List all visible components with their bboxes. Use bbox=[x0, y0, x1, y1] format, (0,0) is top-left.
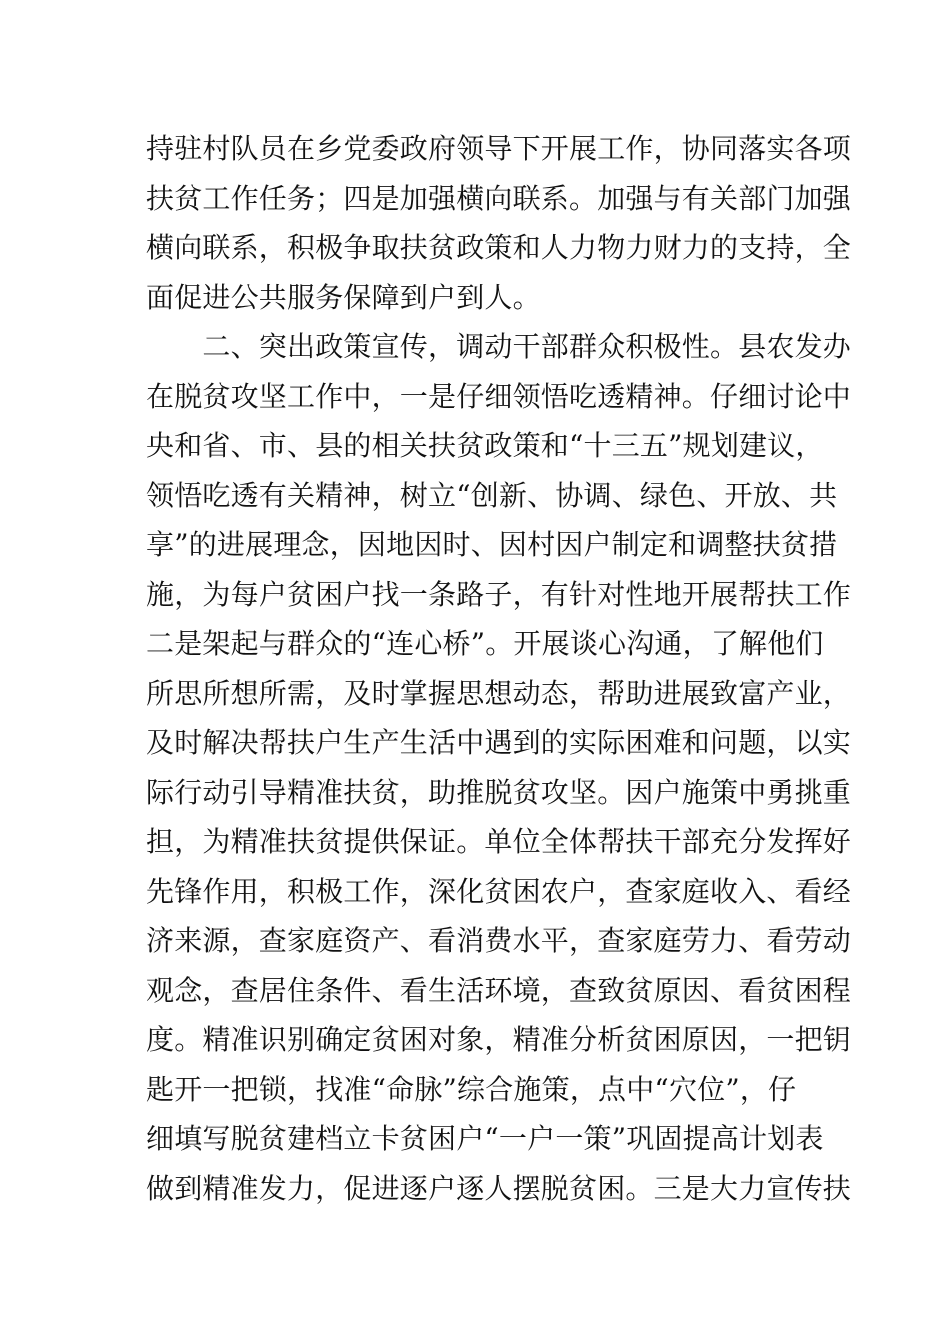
text-line: 际行动引导精准扶贫，助推脱贫攻坚。因户施策中勇挑重 bbox=[146, 775, 852, 809]
text-line: 及时解决帮扶户生产生活中遇到的实际困难和问题，以实 bbox=[146, 726, 852, 759]
text-line: 担，为精准扶贫提供保证。单位全体帮扶干部充分发挥好 bbox=[146, 825, 852, 858]
text-line: 做到精准发力，促进逐户逐人摆脱贫困。三是大力宣传扶 bbox=[146, 1171, 852, 1205]
text-line: 领悟吃透有关精神，树立“创新、协调、绿色、开放、共 bbox=[146, 478, 838, 512]
text-line: 济来源，查家庭资产、看消费水平，查家庭劳力、看劳动 bbox=[146, 924, 852, 957]
text-line: 横向联系，积极争取扶贫政策和人力物力财力的支持，全 bbox=[146, 231, 852, 264]
text-line: 度。精准识别确定贫困对象，精准分析贫困原因，一把钥 bbox=[146, 1023, 852, 1056]
text-line: 央和省、市、县的相关扶贫政策和“十三五”规划建议， bbox=[146, 429, 824, 462]
text-line: 观念，查居住条件、看生活环境，查致贫原因、看贫困程 bbox=[146, 973, 852, 1007]
text-line: 细填写脱贫建档立卡贫困户“一户一策”巩固提高计划表 bbox=[146, 1122, 824, 1155]
text-line: 所思所想所需，及时掌握思想动态，帮助进展致富产业， bbox=[146, 676, 852, 710]
text-line: 匙开一把锁，找准“命脉”综合施策，点中“穴位”，仔 bbox=[146, 1072, 797, 1106]
text-line: 扶贫工作任务；四是加强横向联系。加强与有关部门加强 bbox=[146, 181, 852, 215]
text-line: 先锋作用，积极工作，深化贫困农户，查家庭收入、看经 bbox=[146, 874, 852, 908]
text-line: 面促进公共服务保障到户到人。 bbox=[146, 280, 541, 314]
text-line: 二是架起与群众的“连心桥”。开展谈心沟通，了解他们 bbox=[146, 627, 824, 660]
text-line: 享”的进展理念，因地因时、因村因户制定和调整扶贫措 bbox=[146, 528, 838, 561]
section-heading-line: 二、突出政策宣传，调动干部群众积极性。县农发办 bbox=[146, 330, 852, 363]
text-line: 在脱贫攻坚工作中，一是仔细领悟吃透精神。仔细讨论中 bbox=[146, 379, 852, 413]
text-line: 施，为每户贫困户找一条路子，有针对性地开展帮扶工作 bbox=[146, 577, 852, 611]
body-text bbox=[146, 124, 852, 1213]
text-line: 持驻村队员在乡党委政府领导下开展工作，协同落实各项 bbox=[146, 132, 852, 165]
